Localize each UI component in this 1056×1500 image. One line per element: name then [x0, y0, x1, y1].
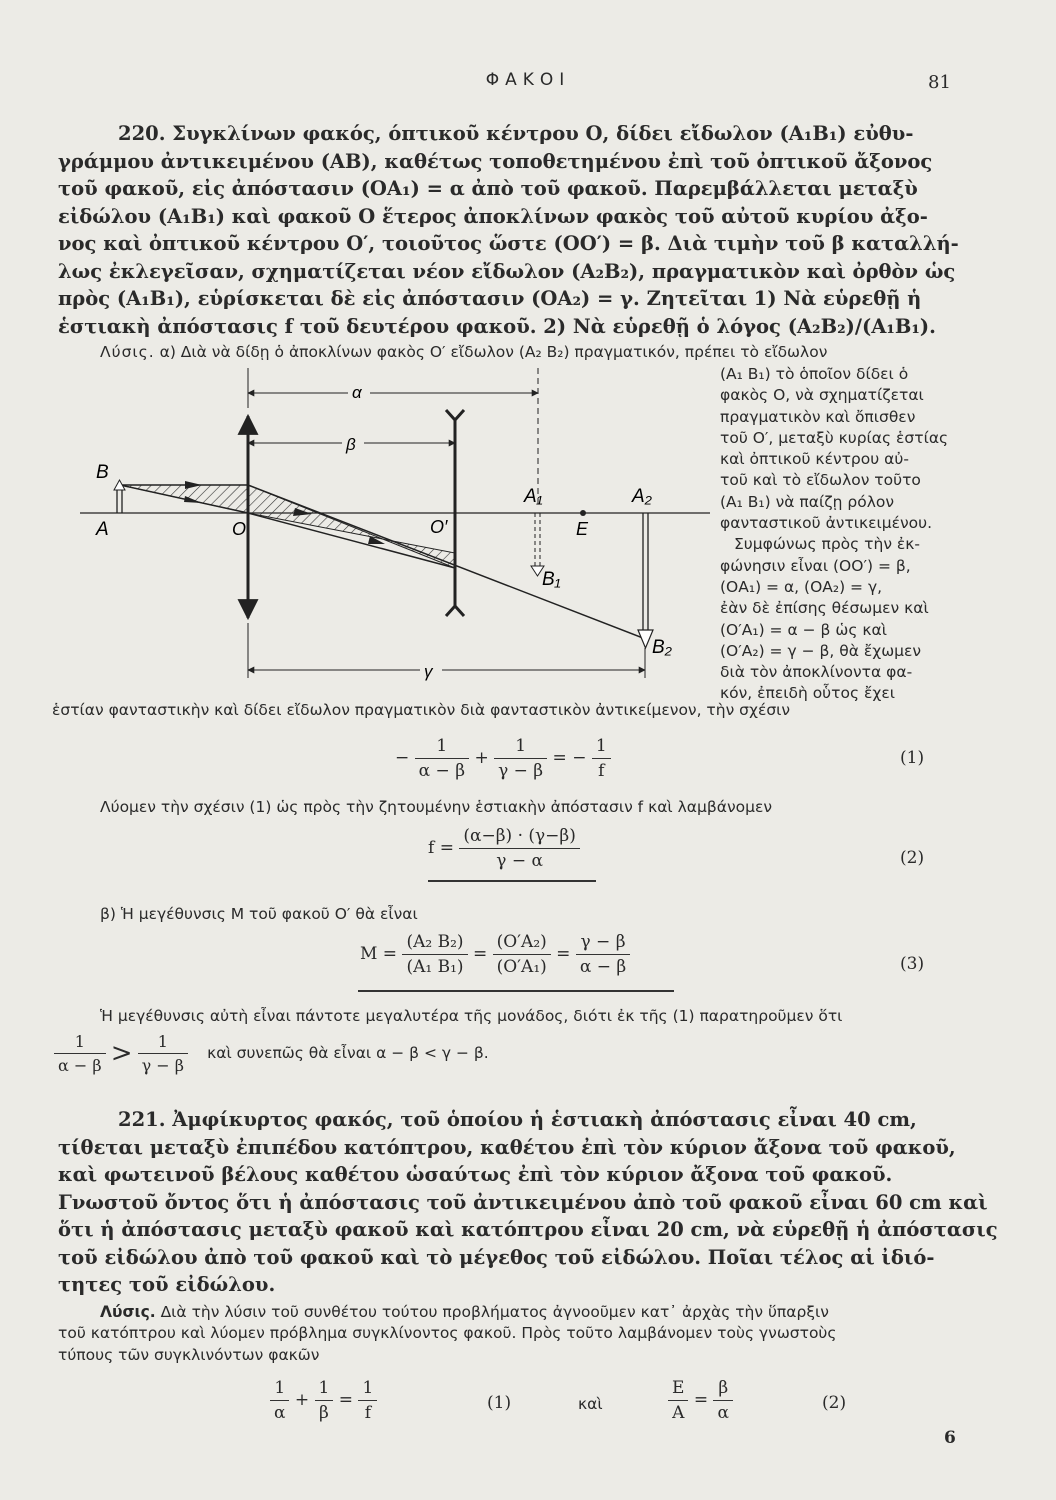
- eq1-num2: 1: [494, 736, 547, 759]
- problem-221-line: καὶ φωτεινοῦ βέλους καθέτου ὡσαύτως ἐπὶ τὸν κύριον ἄξονα τοῦ φακοῦ.: [58, 1163, 893, 1186]
- inequality: $\frac{1}{\alpha - \beta}$ > $\frac{1}{\gamma - \beta}$ καὶ συνεπῶς θὰ εἶναι α − β < γ − β.: [54, 1032, 489, 1075]
- eq2-tag: (2): [900, 848, 925, 868]
- problem-220-line: 220. Συγκλίνων φακός, όπτικοῦ κέντρου Ο, δίδει εἴδωλον (A₁B₁) εὐθυ-: [118, 122, 914, 145]
- ray-4: [248, 513, 455, 568]
- solution-220-intro: [100, 342, 827, 363]
- eq3-num3: γ − β: [576, 932, 630, 955]
- problem-220-line: εἰδώλου (A₁B₁) καὶ φακοῦ Ο ἕτερος ἀποκλίνων φακὸς τοῦ αὐτοῦ κυρίου ἀξο-: [58, 204, 928, 228]
- problem-220-line: πρὸς (A₁B₁), εὑρίσκεται δὲ εἰς ἀπόστασιν (ΟΑ₂) = γ. Ζητεῖται 1) Νὰ εὑρεθῇ ἡ: [58, 287, 922, 310]
- s221-eq1-den1: α: [274, 1403, 286, 1423]
- label-B: B: [96, 462, 109, 483]
- after-figure-line: ἑστίαν φανταστικὴν καὶ δίδει εἴδωλον πραγματικὸν διὰ φανταστικὸν ἀντικείμενον, τὴν σχέσιν: [52, 701, 791, 719]
- s221-eq2-den2: α: [717, 1403, 729, 1423]
- side-line: (Ο′A₁) = α − β ὡς καὶ: [720, 620, 887, 639]
- ineq-tail: καὶ συνεπῶς θὰ εἶναι α − β < γ − β.: [207, 1043, 489, 1062]
- problem-221-line: ὅτι ἡ ἀπόστασις μεταξὺ φακοῦ καὶ κατόπτρου εἶναι 20 cm, νὰ εὑρεθῇ ἡ ἀπόστασις: [58, 1218, 998, 1241]
- s221-connector: καὶ: [578, 1395, 603, 1413]
- label-A1: A₁: [524, 486, 543, 507]
- equation-1: − $\frac{1}{\alpha - \beta}$ + $\frac{1}{\gamma - \beta}$ = − $\frac{1}{f}$: [395, 736, 611, 781]
- eq3-den2: (Ο′A₁): [496, 957, 547, 977]
- problem-221-line: τίθεται μεταξὺ ἐπιπέδου κατόπτρου, καθέτου ἐπὶ τὸν κύριον ἄξονα τοῦ φακοῦ,: [58, 1135, 956, 1159]
- s221-equation-1: $\frac{1}{\alpha}$ + $\frac{1}{\beta}$ = $\frac{1}{f}$: [270, 1378, 377, 1423]
- lens-diagram: [80, 368, 710, 698]
- problem-221-line: Γνωστοῦ ὄντος ὅτι ἡ ἀπόστασις τοῦ ἀντικειμένου ἀπὸ τοῦ φακοῦ εἶναι 60 cm καὶ: [58, 1190, 988, 1214]
- problem-220-line: νος καὶ ὀπτικοῦ κέντρου Ο′, τοιοῦτος ὥστε (ΟΟ′) = β. Διὰ τιμὴν τοῦ β καταλλή-: [58, 232, 959, 255]
- label-alpha: α: [352, 383, 362, 402]
- s221-eq1-num1: 1: [270, 1378, 289, 1401]
- ineq-num1: 1: [54, 1032, 106, 1054]
- eq1-num1: 1: [415, 736, 469, 759]
- problem-220: [58, 120, 958, 340]
- s221-eq1-tag: (1): [487, 1393, 512, 1413]
- side-line: τοῦ καὶ τὸ εἴδωλον τοῦτο: [720, 471, 921, 490]
- side-line: (Ο′A₂) = γ − β, θὰ ἔχωμεν: [720, 641, 922, 660]
- ineq-den2: γ − β: [141, 1056, 185, 1075]
- problem-221: [58, 1106, 998, 1299]
- problem-221-line: 221. Ἀμφίκυρτος φακός, τοῦ ὁποίου ἡ ἑστιακὴ ἀπόστασις εἶναι 40 cm,: [118, 1108, 917, 1131]
- eq1-den2: γ − β: [498, 761, 544, 781]
- label-A: A: [96, 519, 109, 540]
- ineq-den1: α − β: [58, 1056, 102, 1075]
- solution-221: [58, 1302, 978, 1366]
- side-line: τοῦ Ο′, μεταξὺ κυρίας ἑστίας: [720, 428, 949, 447]
- s221-equation-2: $\frac{E}{A}$ = $\frac{\beta}{\alpha}$: [668, 1378, 733, 1423]
- solution-side-column: [720, 364, 960, 705]
- s221-eq1-num2: 1: [315, 1378, 334, 1401]
- label-E: E: [576, 519, 589, 539]
- s221-eq2-den1: A: [672, 1403, 685, 1423]
- magnification-line: Ἡ μεγέθυνσις αὐτὴ εἶναι πάντοτε μεγαλυτέρα τῆς μονάδος, διότι ἐκ τῆς (1) παρατηροῦμεν ὅτι: [100, 1007, 843, 1025]
- side-line: καὶ ὀπτικοῦ κέντρου αὐ-: [720, 450, 909, 469]
- problem-220-line: τοῦ φακοῦ, εἰς ἀπόστασιν (ΟΑ₁) = α ἀπὸ τοῦ φακοῦ. Παρεμβάλλεται μεταξὺ: [58, 177, 918, 200]
- s221-eq2-num2: β: [713, 1378, 732, 1401]
- ray-3: [248, 485, 648, 640]
- eq3-tag: (3): [900, 954, 925, 974]
- eq1-den3: f: [598, 761, 605, 781]
- side-line: φώνησιν εἶναι (ΟΟ′) = β,: [720, 556, 911, 575]
- eq1-tag: (1): [900, 748, 925, 768]
- side-line: Συμφώνως πρὸς τὴν ἐκ-: [734, 535, 921, 554]
- label-beta: β: [346, 435, 356, 454]
- problem-220-line: λως ἐκλεγεῖσαν, σχηματίζεται νέον εἴδωλον (A₂B₂), πραγματικὸν καὶ ὀρθὸν ὡς: [58, 259, 956, 283]
- label-O: O: [232, 519, 247, 539]
- side-line: πραγματικὸν καὶ ὄπισθεν: [720, 407, 916, 426]
- s221-eq2-num1: E: [668, 1378, 688, 1401]
- eq3-num1: (A₂ B₂): [402, 932, 467, 955]
- eq2-lhs: f =: [428, 838, 454, 858]
- eq3-lhs: M =: [360, 944, 398, 964]
- part-b-line: β) Ἡ μεγέθυνσις Μ τοῦ φακοῦ Ο′ θὰ εἶναι: [100, 905, 418, 923]
- solution-label: Λύσις.: [100, 343, 155, 361]
- problem-220-line: ἑστιακὴ ἀπόστασις f τοῦ δευτέρου φακοῦ. 2) Νὰ εὑρεθῇ ὁ λόγος (A₂B₂)/(A₁B₁).: [58, 314, 936, 338]
- eq1-num3: 1: [592, 736, 611, 759]
- side-line: ἐὰν δὲ ἐπίσης θέσωμεν καὶ: [720, 599, 929, 618]
- side-line: κόν, ἐπειδὴ οὗτος ἔχει: [720, 684, 895, 703]
- s221-eq1-den2: β: [319, 1403, 329, 1423]
- problem-221-line: τοῦ εἰδώλου ἀπὸ τοῦ φακοῦ καὶ τὸ μέγεθος τοῦ εἰδώλου. Ποῖαι τέλος αἱ ἰδιό-: [58, 1245, 935, 1269]
- side-line: διὰ τὸν ἀποκλίνοντα φα-: [720, 663, 913, 682]
- eq1-den1: α − β: [418, 761, 466, 781]
- label-O-prime: O′: [430, 517, 448, 537]
- running-title: ΦΑΚΟΙ: [485, 70, 571, 90]
- side-line: (ΟΑ₁) = α, (ΟΑ₂) = γ,: [720, 577, 883, 596]
- ineq-num2: 1: [138, 1032, 188, 1054]
- solution-221-line: τοῦ κατόπτρου καὶ λύομεν πρόβλημα συγκλίνοντος φακοῦ. Πρὸς τοῦτο λαμβάνομεν τοὺς γνωστοὺς: [58, 1324, 837, 1343]
- equation-2: [428, 826, 580, 871]
- eq3-underline: [358, 990, 674, 992]
- eq3-num2: (Ο′A₂): [493, 932, 551, 955]
- side-line: (A₁ B₁) νὰ παίζῃ ρόλον: [720, 492, 895, 511]
- page-number: 81: [928, 72, 951, 93]
- s221-eq1-den3: f: [364, 1403, 371, 1423]
- problem-220-line: γράμμου ἀντικειμένου (ΑΒ), καθέτως τοποθετημένου ἐπὶ τοῦ ὀπτικοῦ ἄξονος: [58, 149, 933, 173]
- side-line: φακὸς Ο, νὰ σχηματίζεται: [720, 386, 924, 405]
- problem-221-line: τητες τοῦ εἰδώλου.: [58, 1273, 276, 1296]
- side-line: (A₁ B₁) τὸ ὁποῖον δίδει ὁ: [720, 365, 909, 383]
- equation-3: M = $\frac{\text{(A₂ B₂)}}{\text{(A₁ B₁)}}$ = $\frac{\text{(Ο′A₂)}}{\text{(Ο′A₁)}}$ = $\frac{\gamma - \beta}{\alpha - \beta}$: [360, 932, 630, 977]
- label-A2: A₂: [632, 486, 652, 507]
- eq2-num: (α−β) · (γ−β): [459, 826, 580, 849]
- solution-first-line: α) Διὰ νὰ δίδῃ ὁ ἀποκλίνων φακὸς Ο′ εἴδωλον (A₂ B₂) πραγματικόν, πρέπει τὸ εἴδωλον: [154, 343, 828, 361]
- eq2-underline: [428, 880, 596, 882]
- label-gamma: γ: [424, 662, 433, 681]
- eq2-den: γ − α: [496, 851, 543, 871]
- side-line: φανταστικοῦ ἀντικειμένου.: [720, 514, 933, 533]
- eq3-den1: (A₁ B₁): [406, 957, 464, 977]
- s221-eq2-tag: (2): [822, 1393, 847, 1413]
- signature-mark: 6: [944, 1428, 956, 1448]
- label-B2: B₂: [652, 637, 672, 658]
- eq3-den3: α − β: [579, 957, 627, 977]
- solve-line: Λύομεν τὴν σχέσιν (1) ὡς πρὸς τὴν ζητουμένην ἑστιακὴν ἀπόστασιν f καὶ λαμβάνομεν: [100, 798, 772, 816]
- label-B1: B₁: [542, 569, 561, 590]
- solution-221-line: τύπους τῶν συγκλινόντων φακῶν: [58, 1345, 320, 1364]
- solution-221-label: Λύσις.: [100, 1303, 156, 1321]
- solution-221-line: Διὰ τὴν λύσιν τοῦ συνθέτου τούτου προβλήματος ἀγνοοῦμεν κατ᾽ ἀρχὰς τὴν ὕπαρξιν: [155, 1303, 829, 1321]
- s221-eq1-num3: 1: [358, 1378, 377, 1401]
